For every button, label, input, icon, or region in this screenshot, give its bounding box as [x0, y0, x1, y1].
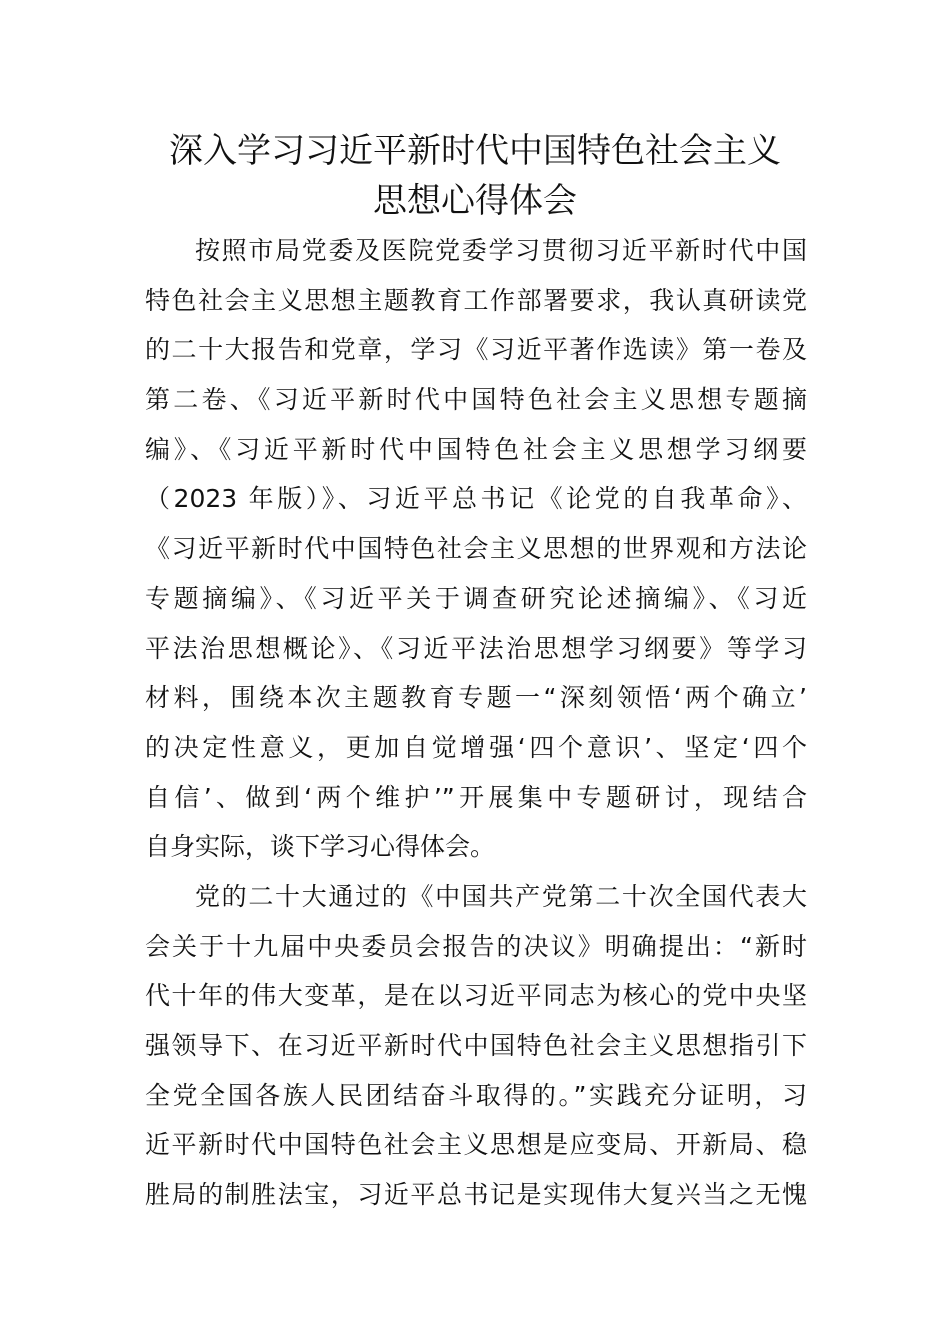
paragraph-line: 胜局的制胜法宝，习近平总书记是实现伟大复兴当之无愧 [145, 1180, 807, 1210]
paragraph-line: 按照市局党委及医院党委学习贯彻习近平新时代中国 [195, 236, 807, 265]
paragraph-line: 第二卷、《习近平新时代中国特色社会主义思想专题摘 [145, 385, 807, 415]
title-line-2: 思想心得体会 [373, 181, 577, 221]
paragraph-line: 全党全国各族人民团结奋斗取得的。”实践充分证明，习 [145, 1080, 807, 1110]
paragraph-line: 自信’、做到‘两个维护’”开展集中专题研讨，现结合 [145, 782, 807, 812]
paragraph-line: 近平新时代中国特色社会主义思想是应变局、开新局、稳 [145, 1130, 807, 1160]
paragraph-line: 编》、《习近平新时代中国特色社会主义思想学习纲要 [145, 434, 807, 464]
paragraph-line: 材料，围绕本次主题教育专题一“深刻领悟‘两个确立’ [145, 683, 807, 713]
paragraph-line: 党的二十大通过的《中国共产党第二十次全国代表大 [195, 881, 807, 911]
title-line-1: 深入学习习近平新时代中国特色社会主义 [169, 131, 781, 171]
paragraph-line: 的二十大报告和党章，学习《习近平著作选读》第一卷及 [145, 335, 807, 365]
paragraph-line: 强领导下、在习近平新时代中国特色社会主义思想指引下 [145, 1031, 807, 1060]
paragraph-line: 特色社会主义思想主题教育工作部署要求，我认真研读党 [145, 285, 807, 315]
paragraph-line: 代十年的伟大变革，是在以习近平同志为核心的党中央坚 [145, 981, 807, 1011]
document-body [145, 226, 807, 1220]
paragraph-1 [145, 226, 807, 872]
paragraph-line: 的决定性意义，更加自觉增强‘四个意识’、坚定‘四个 [145, 732, 807, 762]
paragraph-line: （2023 年版）》、习近平总书记《论党的自我革命》、 [145, 484, 807, 514]
paragraph-line: 会关于十九届中央委员会报告的决议》明确提出：“新时 [145, 931, 807, 961]
document-title [145, 126, 805, 226]
paragraph-line: 平法治思想概论》、《习近平法治思想学习纲要》等学习 [145, 633, 807, 663]
paragraph-2 [145, 872, 807, 1220]
paragraph-line: 《习近平新时代中国特色社会主义思想的世界观和方法论 [145, 534, 807, 564]
paragraph-line: 专题摘编》、《习近平关于调查研究论述摘编》、《习近 [145, 583, 807, 613]
paragraph-line: 自身实际，谈下学习心得体会。 [145, 832, 496, 862]
